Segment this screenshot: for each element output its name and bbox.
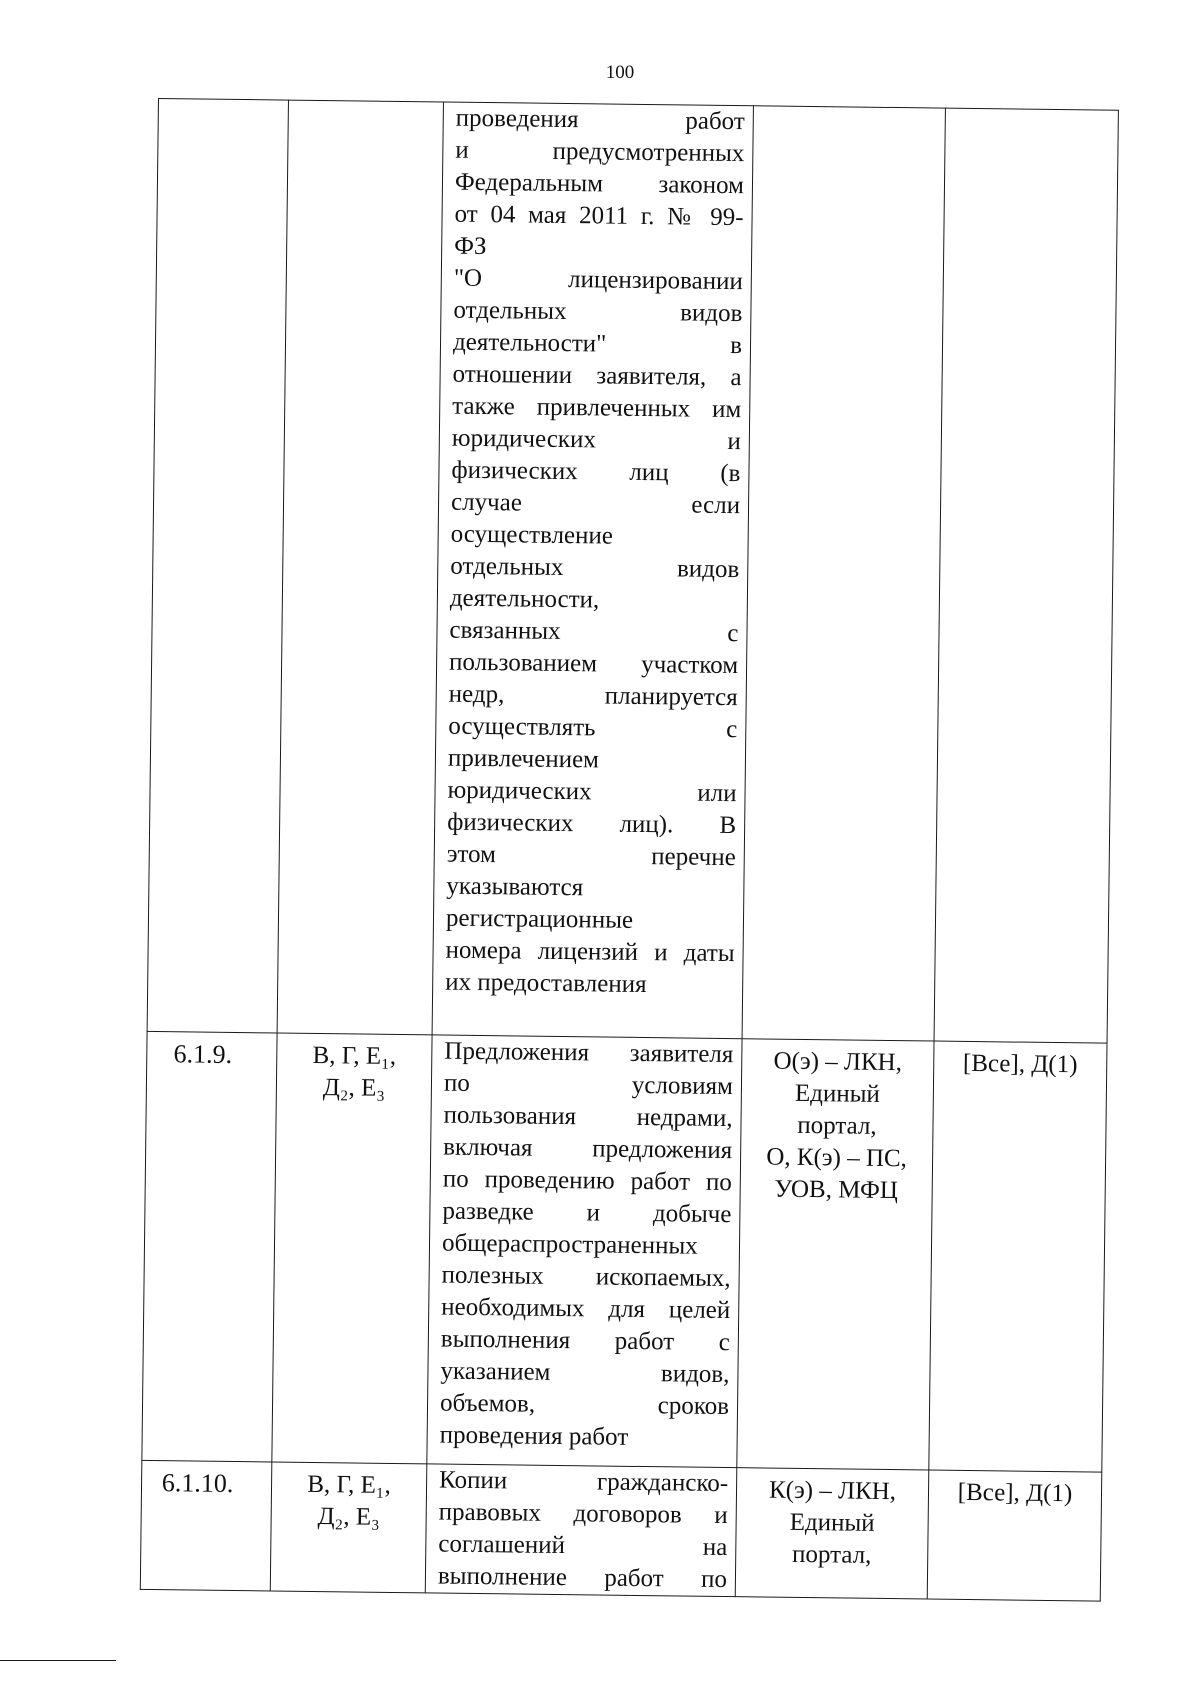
description-line: деятельности, <box>449 584 600 614</box>
description-line: юридических или <box>447 776 737 808</box>
description-line: случае если <box>450 488 741 520</box>
subjects-line: Д₂, Е₃ <box>322 1074 386 1102</box>
description-line: проведения работ <box>439 1421 629 1451</box>
page-number: 100 <box>605 62 635 83</box>
description-line: по условиям <box>443 1069 734 1101</box>
footnote-rule <box>0 1660 116 1661</box>
description-line: включая предложения <box>443 1133 733 1165</box>
row-description <box>432 102 753 1039</box>
forms-line: портал, <box>797 1111 877 1140</box>
forms-line: О, К(э) – ПС, <box>766 1143 908 1173</box>
description-line: отдельных видов <box>450 552 740 584</box>
description-line: выполнение работ по <box>437 1562 728 1594</box>
row-subjects <box>272 1033 432 1464</box>
table-row <box>142 1031 1107 1472</box>
row-description <box>425 1464 737 1597</box>
description-line: отношении заявителя, а <box>452 360 742 392</box>
description-line: связанных с <box>449 616 739 648</box>
description-line: объемов, сроков <box>439 1389 730 1421</box>
description-line: пользования недрами, <box>443 1101 733 1133</box>
description-line: их предоставления <box>445 968 647 999</box>
description-line: ФЗ <box>454 232 487 261</box>
description-line: юридических и <box>451 424 742 456</box>
description-line: регистрационные <box>445 904 634 934</box>
row-description <box>427 1035 742 1468</box>
description-line: соглашений на <box>438 1530 728 1562</box>
row-requirements <box>934 108 1118 1043</box>
description-line: привлечением <box>447 744 600 774</box>
forms-line: портал, <box>791 1540 872 1569</box>
row-subjects <box>270 1462 427 1593</box>
row-number <box>147 99 288 1034</box>
forms-line: О(э) – ЛКН, <box>773 1047 903 1077</box>
description-line: Федеральным законом <box>454 168 745 200</box>
description-line: по проведению работ по <box>442 1165 732 1197</box>
description-line: указываются <box>446 872 584 902</box>
description-line: недр, планируется <box>448 680 738 712</box>
row-number: 6.1.9. <box>142 1031 277 1462</box>
description-line: правовых договоров и <box>438 1498 728 1530</box>
description-line: указанием видов, <box>440 1357 730 1389</box>
row-number: 6.1.10. <box>140 1460 272 1591</box>
description-line: физических лиц (в <box>451 456 741 488</box>
row-subjects <box>277 100 443 1035</box>
document-table <box>140 98 1119 1602</box>
subjects-line: В, Г, Е₁, <box>312 1041 397 1070</box>
row-forms <box>737 1039 934 1470</box>
row-forms <box>742 106 945 1041</box>
description-line: общераспространенных <box>441 1229 698 1260</box>
description-line: Предложения заявителя <box>444 1037 734 1069</box>
description-line: и предусмотренных <box>455 136 745 168</box>
row-forms <box>735 1468 929 1599</box>
forms-line: Единый <box>794 1079 881 1108</box>
description-line: осуществление <box>450 520 614 550</box>
description-line: "О лицензировании <box>453 264 743 296</box>
description-line: физических лиц). В <box>447 808 737 840</box>
description-line: полезных ископаемых, <box>441 1261 731 1293</box>
description-line: осуществлять с <box>448 712 738 744</box>
description-line: деятельности" в <box>452 328 743 360</box>
description-line: пользованием участком <box>448 648 739 680</box>
description-line: номера лицензий и даты <box>445 936 735 968</box>
forms-line: К(э) – ЛКН, <box>768 1476 897 1506</box>
description-line: Копии гражданско- <box>438 1466 729 1498</box>
table-row <box>140 1460 1102 1601</box>
forms-line: Единый <box>789 1508 875 1537</box>
description-line: разведке и добыче <box>442 1197 732 1229</box>
forms-line: УОВ, МФЦ <box>774 1175 899 1205</box>
subjects-line: Д₂, Е₃ <box>317 1503 380 1531</box>
row-requirements: [Все], Д(1) <box>927 1470 1102 1601</box>
description-line: проведения работ <box>455 104 745 136</box>
description-line: от 04 мая 2011 г. № 99- <box>454 200 744 232</box>
description-line: также привлеченных им <box>452 392 742 424</box>
subjects-line: В, Г, Е₁, <box>307 1470 391 1499</box>
description-line: этом перечне <box>446 840 736 872</box>
row-requirements: [Все], Д(1) <box>929 1041 1107 1472</box>
description-line: отдельных видов <box>453 296 743 328</box>
table-row <box>147 99 1118 1044</box>
description-line: необходимых для целей <box>441 1293 731 1325</box>
description-line: выполнения работ с <box>440 1325 731 1357</box>
